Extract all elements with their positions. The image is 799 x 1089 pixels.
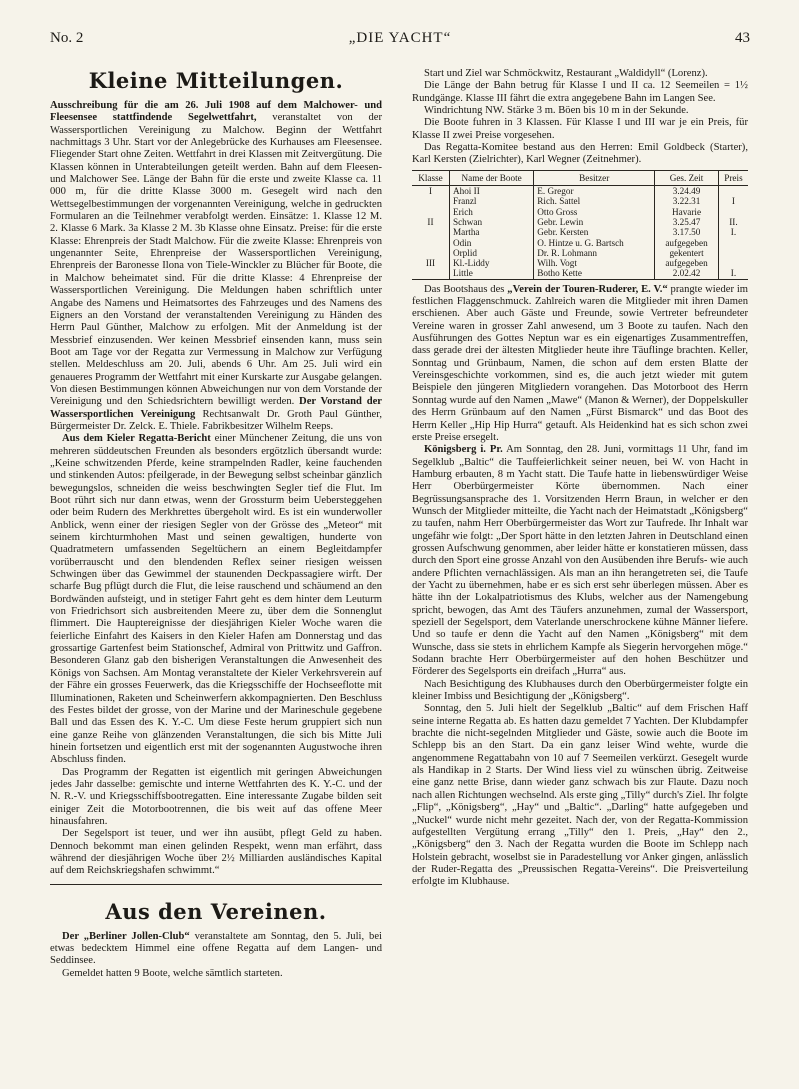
intro-komitee: Das Regatta-Komitee bestand aus den Herren: Emil Goldbeck (Starter), Karl Kersten (Zielrichter), Karl Wegner (Zeitnehmer). [412, 142, 748, 166]
cell-besitzer: Gebr. Kersten [534, 227, 655, 237]
table-row [412, 258, 748, 268]
cell-preis: I. [718, 268, 748, 279]
intro-start-ziel: Start und Ziel war Schmöckwitz, Restaurant „Waldidyll“ (Lorenz). [424, 68, 708, 79]
table-row [412, 196, 748, 206]
cell-klasse [412, 207, 449, 217]
cell-zeit: aufgegeben [655, 238, 719, 248]
section-title-kleine-mitteilungen: Kleine Mitteilungen. [88, 68, 344, 93]
table-row [412, 238, 748, 248]
cell-preis: I [718, 196, 748, 206]
cell-klasse: III [425, 258, 436, 269]
cell-klasse [412, 227, 449, 237]
left-column [50, 68, 382, 1083]
cell-boot: Orplid [449, 248, 533, 258]
table-row [412, 217, 748, 227]
intro-bahn: Die Länge der Bahn betrug für Klasse I und II ca. 12 Seemeilen = 1½ Rundgänge. Klasse III fährt die extra angegebene Bahn im Langen See. [412, 80, 748, 104]
cell-besitzer: Botho Kette [534, 268, 655, 279]
cell-besitzer: Wilh. Vogt [534, 258, 655, 268]
header-preis: Preis [718, 170, 748, 185]
page-header [50, 30, 750, 52]
header-zeit: Ges. Zeit [655, 170, 719, 185]
intro-wind: Windrichtung NW. Stärke 3 m. Böen bis 10 m in der Sekunde. [424, 105, 689, 117]
regatta-results-table [412, 170, 748, 280]
cell-boot: Franzl [449, 196, 533, 206]
article-segelsport: Der Segelsport ist teuer, und wer ihn ausübt, pflegt Geld zu haben. Dennoch bekommt man einen gelinden Respekt, wenn man erfährt, dass während der diesjährigen Woche über 2½ Milliarden ausländisches Kapital auf dem Reichskriegshafen schwimmt.“ [50, 828, 382, 877]
page-number: 43 [735, 30, 750, 46]
table-body [412, 186, 748, 280]
cell-zeit: Havarie [655, 207, 719, 217]
article-kieler-regatta: Aus dem Kieler Regatta-Bericht einer Münchener Zeitung, die uns von mehreren süddeutschen Freunden als besonders ergötzlich übersandt wurde: „Keine schwitzenden Pferde, keine strampelnden Radler, keine fauchenden und stinkenden Autos: pfeilgerade, in der Bewegung selbst scheinbar gänzlich bewegungslos, schneiden die weiss beschwingten Segler tief die Flut. Im Boot rührt sich nur dann etwas, wenn der Grossturm beim Uebersteggehen oder beim Rudern des Merkhrettes übergeholt wird. Es ist ein wunderwoller Anblick, wenn einer der riesigen Segler von der Grösse des „Meteor“ mit seinem kirchturmhohen Mast und seinen gewaltigen, hunderte von Quadratmetern umfassenden Segeltüchern an einem Begleitdampfer vorüberrauscht und den blendenden Reflex seiner riesigen weissen Schwingen über das Gewimmel der staunenden Deckpassagiere wirft. Der scharfe Bug pflügt durch die Flut, die leise rauschend und schäumend an den Bordwänden aufsteigt, und in stetiger Fahrt geht es dem hinter dem Leuturm von Friedrichsort sich ausbreitenden Meere zu, über dem die Sonnenglut flimmert. Die Hauptereignisse der diesjährigen Kieler Woche waren die feierliche Einfahrt des Kaisers in den Kieler Hafen am Donnerstag und das grossartige Gartenfest beim Stationschef, Admiral von Prittwitz und Gaffron. Besonderen Glanz gab den bisherigen Veranstaltungen die Anwesenheit des Königs von Sachsen. Am Montag veranstaltete der Kieler Verkehrsverein auf der Fähre ein grosses Feuerwerk, das die Kriegsschiffe der Hochseeflotte mit Illuminationen, Raketen und Scheinwerfern akkompagnierten. Den Beschluss des Festes bildet der grosse, von der Marine und der Marineschule gegebene Ball und das Essen des K. Y.-C. Um diese Feste herum gruppiert sich nun eine ganze Reihe von glänzenden Veranstaltungen, die sich bis Mitte Juli hinein fortsetzen und eigentlich erst mit der sogenannten Augustwoche ihren Abschluss finden. [50, 433, 382, 766]
article-berliner-jollen-club: Der „Berliner Jollen-Club“ veranstaltete am Sonntag, den 5. Juli, bei etwas bedecktem Himmel eine offene Regatta auf dem Langen- und Seddinsee. [50, 930, 382, 967]
cell-zeit: 3.17.50 [655, 227, 719, 237]
cell-preis [718, 258, 748, 268]
cell-boot: Kl.-Liddy [449, 258, 533, 268]
cell-preis [718, 238, 748, 248]
cell-boot: Odin [449, 238, 533, 248]
table-row [412, 248, 748, 258]
cell-preis [718, 186, 748, 197]
header-klasse: Klasse [412, 170, 449, 185]
cell-boot: Schwan [449, 217, 533, 227]
table-row [412, 227, 748, 237]
article-malchow: Ausschreibung für die am 26. Juli 1908 auf dem Malchower- und Fleesensee stattfindende Segelwettfahrt, veranstaltet von der Wassersportlichen Vereinigung zu Malchow. Beginn der Wettfahrt nachmittags 3 Uhr. Start vor der Anlegebrücke des Kurhauses am Fleesensee. Fliegender Start ohne Zeiten. Wettfahrt in drei Klassen mit Zeitvergütung. Die Klassen können in Unterabteilungen geteilt werden. Bahn auf dem Fleesen- und Malchower See. Länge der Bahn für die erste und zweite Klasse ca. 11 000 m, für die dritte Klasse 3000 m. Gesegelt wird nach den Wettsegelbestimmungen der vorgenannten Vereinigung, welche in gedruckten Formularen an die Teilnehmer verabfolgt werden. Einsätze: 1. Klasse 12 M. 2. Klasse 6 Mark. 3a Klasse 2 M. 3b Klasse ohne Einsatz. Preise: für die erste Klasse: Ehrenpreis der Stadt Malchow. Für die zweite Klasse: Ehrenpreis von ungenannter Seite, Ehrenpreise der Wassersportlichen Vereinigung, Ehrenpreis der Baronesse Ilona von Tiele-Winckler zu Blücher für Boote, die in Malchow beheimatet sind. Für die dritte Klasse: 4 Ehrenpreise der Wassersportlichen Vereinigung. Die Meldungen haben schriftlich unter Angabe des Namens und Heimatsortes des Fahrzeuges und des Namens des Eigners an den Vorstand der veranstaltenden Vereinigung zu Händen des Herrn Paul Günther, Malchow zu erfolgen. Mit der Anmeldung ist der Messbrief einzusenden. Wer keinen Messbrief einsenden kann, muss sein Boot am Tage vor der Regatta zur Vermessung in Malchow zur Verfügung stellen. Meldeschluss am 20. Juli, abends 6 Uhr. Am 25. Juli wird ein genaueres Programm der Wettfahrt mit einer Kurskarte zur Ausgabe gelangen. Von diesen Bestimmungen können Abweichungen nur von dem Vorstande der Vereinigung und den Schiedsrichtern bewilligt werden. Der Vorstand der Wassersportlichen Vereinigung Rechtsanwalt Dr. Groth Paul Günther, Bürgermeister Dr. Zelck. E. Thiele. Fabrikbesitzer Wilhelm Reeps. [50, 100, 382, 432]
cell-preis: II. [718, 217, 748, 227]
header-besitzer: Besitzer [534, 170, 655, 185]
table-header-row [412, 170, 748, 185]
article-programm: Das Programm der Regatten ist eigentlich mit geringen Abweichungen jedes Jahr dasselbe: gemischte und interne Wettfahrten des K. Y.-C. und der N. R.-V. und Kriegsschiffsbootregatten. Eine interessante Zugabe bilden seit einiger Zeit die Motorbootrennen, die bis weit auf das offene Meer hinausfahren. [50, 766, 382, 827]
table-row [412, 186, 748, 197]
cell-klasse: II [427, 216, 434, 227]
section-title-aus-den-vereinen: Aus den Vereinen. [105, 898, 327, 924]
cell-besitzer: O. Hintze u. G. Bartsch [534, 238, 655, 248]
cell-besitzer: Dr. R. Lohmann [534, 248, 655, 258]
cell-besitzer: Rich. Sattel [534, 196, 655, 206]
section-divider [50, 884, 382, 885]
article-touren-ruderer: Das Bootshaus des „Verein der Touren-Ruderer, E. V.“ prangte wieder im festlichen Flaggenschmuck. Zahlreich waren die Mitglieder mit ihren Damen erschienen. Aber auch Gäste und Freunde, sowie Vertreter befreundeter Vereine waren in grosser Zahl anwesend, um 3 Boote zu taufen. Nach den Ausführungen des Gottes Neptun war es ein eigenartiges Zusammentreffen, dass gerade drei der ältesten Mitglieder heute ihre Täuflinge brachten. Keller, Sonntag und Grünbaum, Namen, die schon auf dem ersten Blatte der Vereinsgeschichte vorkommen, sind es, die auch jetzt wieder mit gutem Beispiele den jüngeren Mitgliedern vorangehen. Das Motorboot des Herrn Sonntag wurde auf den Namen „Mawe“ (Manon & Werner), der Doppelskuller des Herrn Grünbaum auf den Namen „Fürst Bismarck“ und das Boot des Herrn Keller „Hip Hip Hurra“ getauft. Als Heidenkind hat es sich schon zwei erste Preise ersegelt. [412, 283, 748, 443]
cell-zeit: 3.25.47 [655, 217, 719, 227]
cell-besitzer: Gebr. Lewin [534, 217, 655, 227]
cell-boot: Ahoi II [449, 186, 533, 197]
cell-boot: Little [449, 268, 533, 279]
table-row [412, 207, 748, 217]
right-column [412, 68, 748, 1083]
cell-besitzer: Otto Gross [534, 207, 655, 217]
cell-zeit: 2.02.42 [655, 268, 719, 279]
cell-preis: I. [718, 227, 748, 237]
table-row [412, 268, 748, 279]
journal-title: „DIE YACHT“ [348, 30, 452, 46]
cell-klasse [412, 248, 449, 258]
cell-klasse [412, 268, 449, 279]
cell-zeit: 3.24.49 [655, 186, 719, 197]
cell-zeit: gekentert [655, 248, 719, 258]
cell-boot: Martha [449, 227, 533, 237]
intro-klassen: Die Boote fuhren in 3 Klassen. Für Klasse I und III war je ein Preis, für Klasse II zwei Preise vorgesehen. [412, 117, 748, 141]
article-gemeldet: Gemeldet hatten 9 Boote, welche sämtlich starteten. [62, 967, 283, 979]
article-baltic-regatta: Sonntag, den 5. Juli hielt der Segelklub „Baltic“ auf dem Frischen Haff seine interne Regatta ab. Es hatten dazu gemeldet 7 Yachten. Der Klubdampfer brachte die nicht-segelnden Mitglieder und Gäste, sowie auch die Boote im Schlepp bis an den Start. Da ein ganz leiser Wind wehte, wurde die angenommene Regattabahn von 10 auf 7 Seemeilen verkürzt. Gesegelt wurde als Handikap in 2 Starts. Der Wind liess viel zu wünschen übrig. Zeitweise eine ganz nette Brise, dann wieder ganz schwach bis zur Flaute. Dazu noch nach allen Richtungen wechselnd. Als erste ging „Tilly“ durch's Ziel. Ihr folgte „Flip“, „Königsberg“, „Hay“ und „Baltic“. „Darling“ hatte aufgegeben und „Nuckel“ wurde nicht mehr gezeitet. Nach der, von der Regatta-Kommission aufgestellten Vergütung errang „Tilly“ den 1. Preis, „Hay“ den 2., „Königsberg“ den 3. Nach der Regatta wurden die Boote im Schlepp nach Holstein gebracht, woselbst sie in Paradestellung vor Anker gingen, anlässlich der Ruder-Regatta des „Preussischen Regatta-Vereins“. Die Preisverteilung erfolgte im Klubhause. [412, 703, 748, 888]
cell-klasse [412, 238, 449, 248]
issue-number: No. 2 [50, 30, 84, 46]
header-boote: Name der Boote [449, 170, 533, 185]
cell-preis [718, 248, 748, 258]
cell-preis [718, 207, 748, 217]
cell-klasse [412, 196, 449, 206]
cell-zeit: 3.22.31 [655, 196, 719, 206]
cell-klasse: I [428, 186, 433, 197]
cell-besitzer: E. Gregor [534, 186, 655, 197]
cell-boot: Erich [449, 207, 533, 217]
article-klubhaus: Nach Besichtigung des Klubhauses durch den Oberbürgermeister folgte ein kleiner Imbiss und Besichtigung der „Königsberg“. [412, 678, 748, 703]
cell-zeit: aufgegeben [655, 258, 719, 268]
article-koenigsberg: Königsberg i. Pr. Am Sonntag, den 28. Juni, vormittags 11 Uhr, fand im Segelklub „Baltic“ die Tauffeierlichkeit seiner neuen, bei W. von Hacht in Hamburg erbauten, 8 m Yacht statt. Die Taufe hatte in liebenswürdiger Weise Herr Oberbürgermeister Körte übernommen. Nach einer Begrüssungsansprache des 1. Vorsitzenden Herrn Braun, in welcher er den Wunsch der Mitglieder mitteilte, die Yacht nach der Heimatstadt „Königsberg“ zu taufen, nahm Herr Oberbürgermeister das Wort zur Taufrede. Ihr Inhalt war ungefähr wie folgt: „Der Sport hätte in den letzten Jahren in Deutschland einen grossen Aufschwung genommen, aber leider hätte er konstatieren müssen, dass durch den Sport eine grosse Anzahl von den Ausübenden ihre Berufs- wie auch andere Pflichten vernachlässigen. Als man an ihn herangetreten sei, die Taufe der Yacht zu übernehmen, habe er es sich erst sehr überlegen müssen. Aber es hätte ihn der Lokalpatriotismus des Klubs, welcher aus der Namengebung spricht, bewogen, das Amt des Täufers anzunehmen, zumal der Wassersport, speziell der Segelsport, dem Vaterlande unerschrockene kühne Männer liefere. Und so taufe er denn die Yacht auf den Namen „Königsberg“ mit dem Wunsche, dass sie stets in ehrlichem Kampfe als Siegerin hervorgehen möge.“ Sodann brachte Herr Oberbürgermeister auf den hohen Beschützer und Förderer des Segelsports ein dreifach „Hurra“ aus. [412, 444, 748, 678]
